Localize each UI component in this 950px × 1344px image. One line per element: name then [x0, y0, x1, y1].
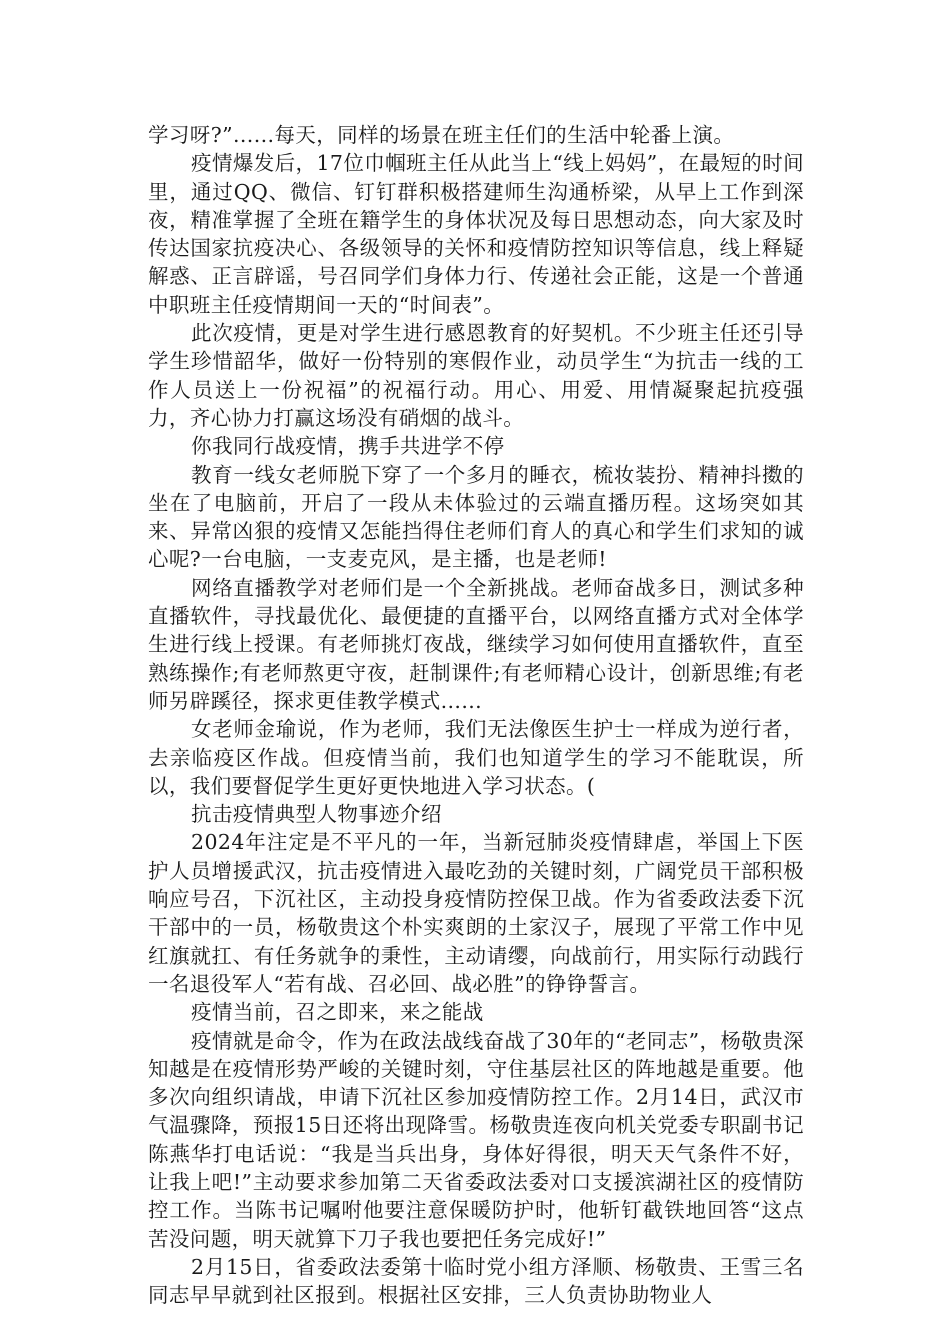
- paragraph: 疫情就是命令，作为在政法战线奋战了30年的“老同志”，杨敬贵深知越是在疫情形势严峻的关键时刻，守住基层社区的阵地越是重要。他多次向组织请战，申请下沉社区参加疫情防控工作。2月14日，武汉市气温骤降，预报15日还将出现降雪。杨敬贵连夜向机关党委专职副书记陈燕华打电话说：“我是当兵出身，身体好得很，明天天气条件不好，让我上吧!”主动要求参加第二天省委政法委对口支援滨湖社区的疫情防控工作。当陈书记嘱咐他要注意保暖防护时，他斩钉截铁地回答“这点苦没问题，明天就算下刀子我也要把任务完成好!”: [148, 1028, 804, 1251]
- paragraph: 女老师金瑜说，作为老师，我们无法像医生护士一样成为逆行者，去亲临疫区作战。但疫情当前，我们也知道学生的学习不能耽误，所以，我们要督促学生更好更快地进入学习状态。(: [148, 717, 804, 798]
- paragraph: 2月15日，省委政法委第十临时党小组方泽顺、杨敬贵、王雪三名同志早早就到社区报到。根据社区安排，三人负责协助物业人: [148, 1254, 804, 1308]
- paragraph: 网络直播教学对老师们是一个全新挑战。老师奋战多日，测试多种直播软件，寻找最优化、最便捷的直播平台，以网络直播方式对全体学生进行线上授课。有老师挑灯夜战，继续学习如何使用直播软件，直至熟练操作;有老师熬更守夜，赶制课件;有老师精心设计，创新思维;有老师另辟蹊径，探求更佳教学模式......: [148, 575, 804, 713]
- section-heading: 疫情当前，召之即来，来之能战: [191, 1000, 484, 1025]
- paragraph: 学习呀?”......每天，同样的场景在班主任们的生活中轮番上演。: [148, 123, 735, 147]
- section-heading: 你我同行战疫情，携手共进学不停: [191, 434, 505, 459]
- paragraph: 疫情爆发后，17位巾帼班主任从此当上“线上妈妈”，在最短的时间里，通过QQ、微信、钉钉群积极搭建师生沟通桥梁，从早上工作到深夜，精准掌握了全班在籍学生的身体状况及每日思想动态，向大家及时传达国家抗疫决心、各级领导的关怀和疫情防控知识等信息，线上释疑解惑、正言辟谣，号召同学们身体力行、传递社会正能，这是一个普通中职班主任疫情期间一天的“时间表”。: [148, 151, 804, 317]
- paragraph: 教育一线女老师脱下穿了一个多月的睡衣，梳妆装扮、精神抖擞的坐在了电脑前，开启了一段从未体验过的云端直播历程。这场突如其来、异常凶狠的疫情又怎能挡得住老师们育人的真心和学生们求知的诚心呢?一台电脑，一支麦克风，是主播，也是老师!: [148, 462, 804, 572]
- document-body: [148, 121, 804, 1309]
- section-heading: 抗击疫情典型人物事迹介绍: [191, 802, 442, 827]
- paragraph: 此次疫情，更是对学生进行感恩教育的好契机。不少班主任还引导学生珍惜韶华，做好一份特别的寒假作业，动员学生“为抗击一线的工作人员送上一份祝福”的祝福行动。用心、用爱、用情凝聚起抗疫强力，齐心协力打赢这场没有硝烟的战斗。: [148, 321, 804, 430]
- paragraph: 2024年注定是不平凡的一年，当新冠肺炎疫情肆虐，举国上下医护人员增援武汉，抗击疫情进入最吃劲的关键时刻，广阔党员干部积极响应号召，下沉社区，主动投身疫情防控保卫战。作为省委政法委下沉干部中的一员，杨敬贵这个朴实爽朗的土家汉子，展现了平常工作中见红旗就扛、有任务就争的秉性，主动请缨，向战前行，用实际行动践行一名退役军人“若有战、召必回、战必胜”的铮铮誓言。: [148, 830, 804, 996]
